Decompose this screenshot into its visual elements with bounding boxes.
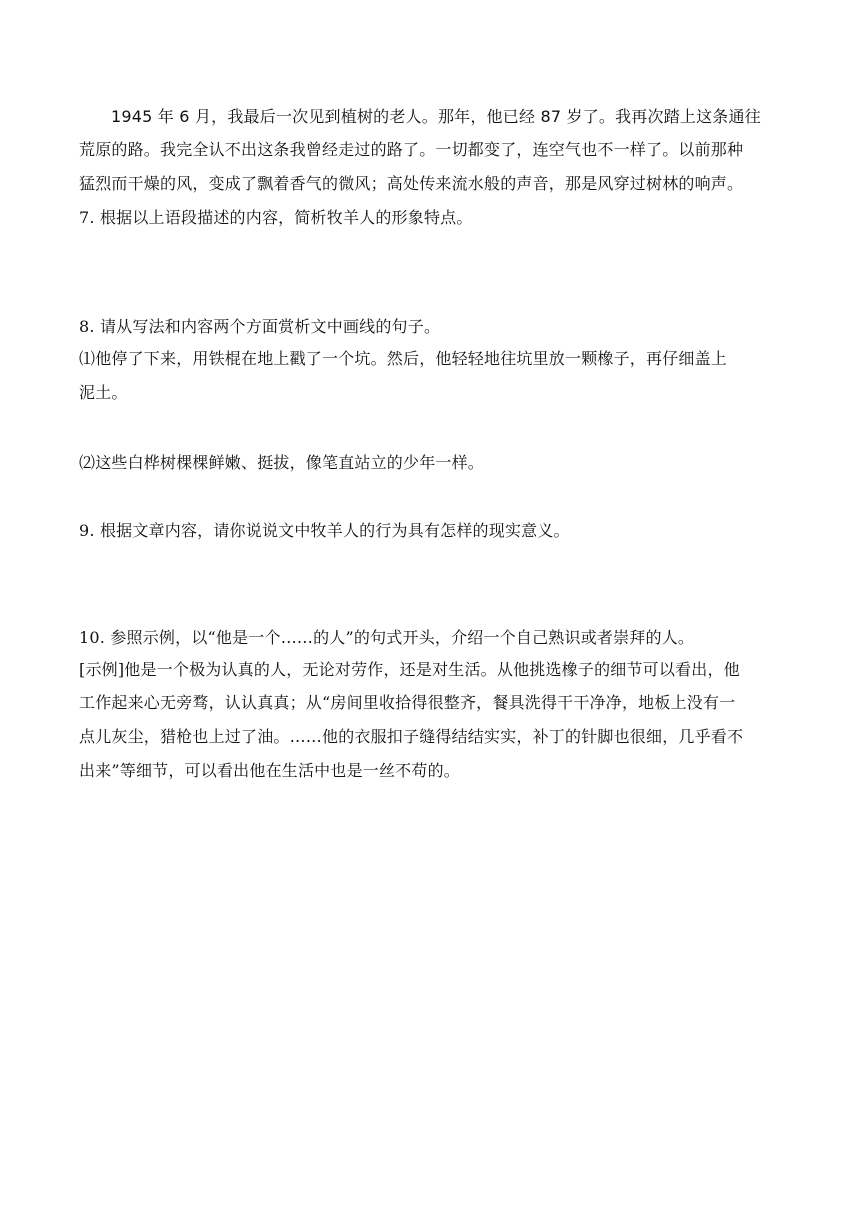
question-9: 9. 根据文章内容，请你说说文中牧羊人的行为具有怎样的现实意义。	[79, 521, 570, 540]
question-10-example-line3: 点儿灰尘，猎枪也上过了油。……他的衣服扣子缝得结结实实，补丁的针脚也很细，几乎看不	[79, 727, 744, 746]
question-10: 10. 参照示例，以“他是一个……的人”的句式开头，介绍一个自己熟识或者崇拜的人。	[79, 628, 695, 647]
question-10-example-line1: [示例]他是一个极为认真的人，无论对劳作，还是对生活。从他挑选橡子的细节可以看出，他	[79, 660, 740, 679]
question-10-example-line2: 工作起来心无旁骛，认认真真；从“房间里收拾得很整齐，餐具洗得干干净净，地板上没有一	[79, 693, 736, 712]
question-8-sub1-line2: 泥土。	[79, 383, 128, 402]
passage-line-3: 猛烈而干燥的风，变成了飘着香气的微风；高处传来流水般的声音，那是风穿过树林的响声。	[79, 174, 744, 193]
question-10-example-line4: 出来”等细节，可以看出他在生活中也是一丝不苟的。	[79, 761, 460, 780]
question-8-sub1-line1: ⑴他停了下来，用铁棍在地上戳了一个坑。然后，他轻轻地往坑里放一颗橡子，再仔细盖上	[79, 349, 728, 368]
question-7: 7. 根据以上语段描述的内容，简析牧羊人的形象特点。	[79, 208, 473, 227]
passage-line-1: 1945 年 6 月，我最后一次见到植树的老人。那年，他已经 87 岁了。我再次踏上这条通往	[111, 107, 761, 126]
question-8: 8. 请从写法和内容两个方面赏析文中画线的句子。	[79, 317, 441, 336]
question-8-sub2: ⑵这些白桦树棵棵鲜嫩、挺拔，像笔直站立的少年一样。	[79, 453, 485, 472]
passage-line-2: 荒原的路。我完全认不出这条我曾经走过的路了。一切都变了，连空气也不一样了。以前那种	[79, 140, 744, 159]
